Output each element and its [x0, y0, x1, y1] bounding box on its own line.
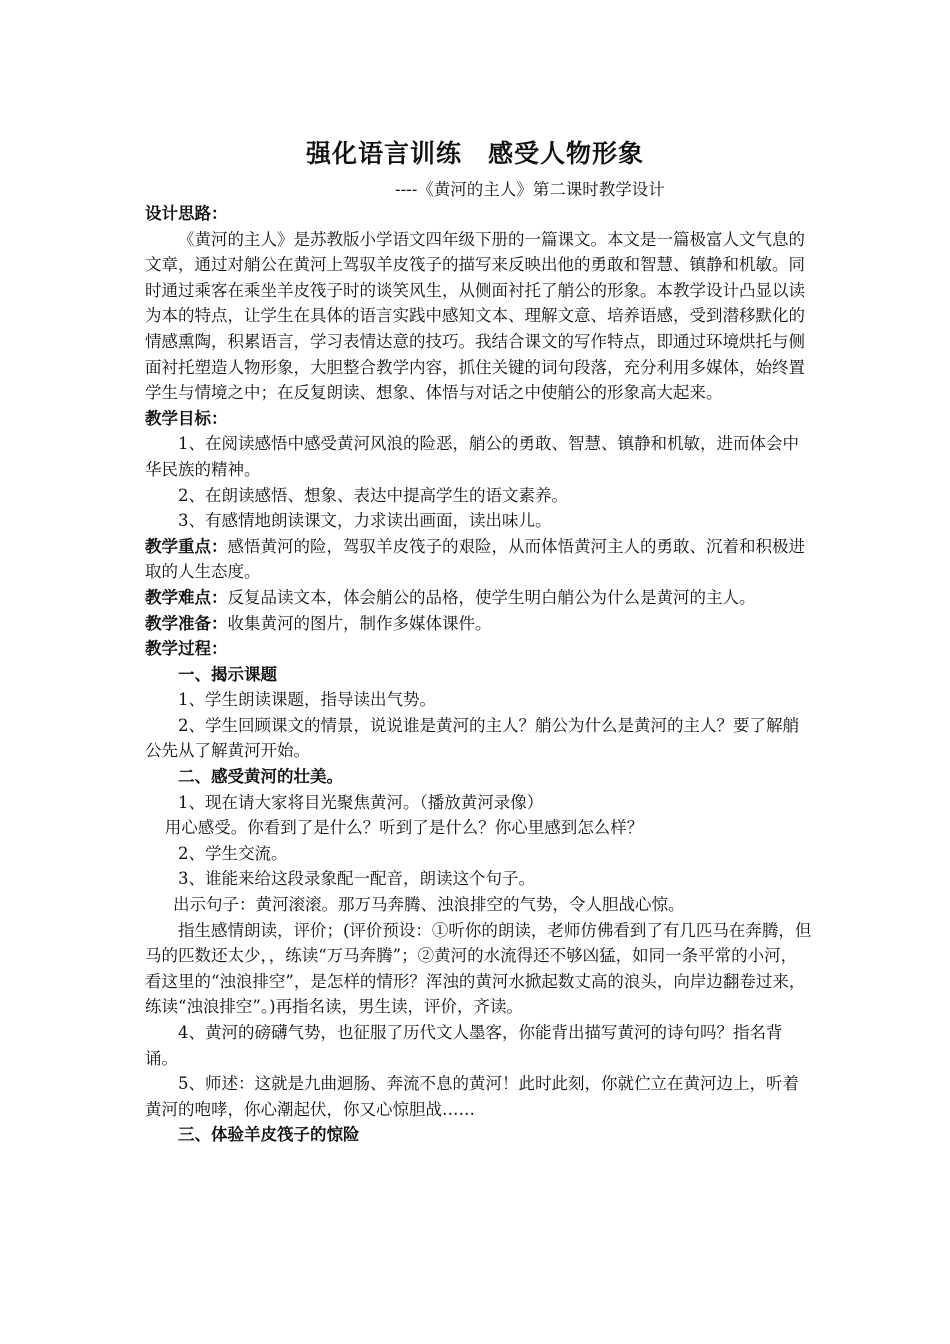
process-item: 3、谁能来给这段录象配一配音，朗读这个句子。: [178, 869, 535, 889]
process-item: 1、现在请大家将目光聚焦黄河。（播放黄河录像）: [178, 792, 544, 812]
difficulty-label: 教学难点：: [145, 587, 228, 607]
process-heading: 教学过程：: [145, 639, 228, 659]
process-item: 5、师述：这就是九曲迴肠、奔流不息的黄河！此时此刻，你就伫立在黄河边上，听着黄河的咆哮，你心潮起伏，你又心惊胆战……: [145, 1074, 799, 1119]
process-item: 2、学生交流。: [178, 843, 288, 863]
goals-heading: 教学目标：: [145, 408, 228, 428]
process-item: 出示句子：黄河滚滚。那万马奔腾、浊浪排空的气势，令人胆战心惊。: [173, 895, 685, 915]
focus-label: 教学重点：: [145, 536, 228, 556]
prep-text: 收集黄河的图片，制作多媒体课件。: [227, 613, 492, 633]
prep-paragraph: [145, 611, 813, 637]
process-item: 指生感情朗读，评价；(评价预设：①听你的朗读，老师仿佛看到了有几匹马在奔腾，但马的匹数还太少，，练读“万马奔腾”；②黄河的水流得还不够凶猛，如同一条平常的小河，看这里的“浊浪排空”，是怎样的情形？浑浊的黄河水掀起数丈高的浪头，向岸边翻卷过来，练读“浊浪排空”。)再指名读，男生读，评价，齐读。: [145, 920, 812, 1017]
document-body: [145, 201, 813, 1148]
process-item: 4、黄河的磅礴气势，也征服了历代文人墨客，你能背出描写黄河的诗句吗？指名背诵。: [145, 1023, 783, 1068]
process-item: 1、学生朗读课题，指导读出气势。: [178, 690, 436, 710]
document-title: 强化语言训练 感受人物形象: [305, 139, 644, 168]
design-paragraph: 《黄河的主人》是苏教版小学语文四年级下册的一篇课文。本文是一篇极富人文气息的文章，通过对艄公在黄河上驾驭羊皮筏子的描写来反映出他的勇敢和智慧、镇静和机敏。同时通过乘客在乘坐羊皮筏子时的谈笑风生，从侧面衬托了艄公的形象。本教学设计凸显以读为本的特点，让学生在具体的语言实践中感知文本、理解文意、培养语感，受到潜移默化的情感熏陶，积累语言，学习表情达意的技巧。我结合课文的写作特点，即通过环境烘托与侧面衬托塑造人物形象，大胆整合教学内容，抓住关键的词句段落，充分利用多媒体，始终置学生与情境之中；在反复朗读、想象、体悟与对话之中使艄公的形象高大起来。: [145, 229, 805, 403]
process-item: 用心感受。你看到了是什么？听到了是什么？你心里感到怎么样？: [164, 818, 644, 838]
prep-label: 教学准备：: [145, 613, 228, 633]
goal-item: 3、有感情地朗读课文，力求读出画面，读出味儿。: [178, 511, 552, 531]
difficulty-text: 反复品读文本，体会艄公的品格，使学生明白艄公为什么是黄河的主人。: [227, 587, 756, 607]
design-heading: 设计思路：: [145, 204, 228, 223]
difficulty-paragraph: [145, 585, 813, 611]
process-item: 2、学生回顾课文的情景，说说谁是黄河的主人？艄公为什么是黄河的主人？要了解艄公先从了解黄河开始。: [145, 715, 799, 761]
section-heading: 三、体验羊皮筏子的惊险: [178, 1125, 360, 1145]
section-heading: 一、揭示课题: [178, 664, 277, 684]
focus-paragraph: [145, 534, 813, 585]
focus-text: 感悟黄河的险，驾驭羊皮筏子的艰险，从而体悟黄河主人的勇敢、沉着和积极进取的人生态度。: [145, 536, 805, 582]
goal-item: 2、在朗读感悟、想象、表达中提高学生的语文素养。: [178, 485, 568, 505]
goal-item: 1、在阅读感悟中感受黄河风浪的险恶，艄公的勇敢、智慧、镇静和机敏，进而体会中华民族的精神。: [145, 434, 799, 479]
document-subtitle: ----《黄河的主人》第二课时教学设计: [395, 180, 665, 199]
section-heading: 二、感受黄河的壮美。: [178, 767, 343, 787]
